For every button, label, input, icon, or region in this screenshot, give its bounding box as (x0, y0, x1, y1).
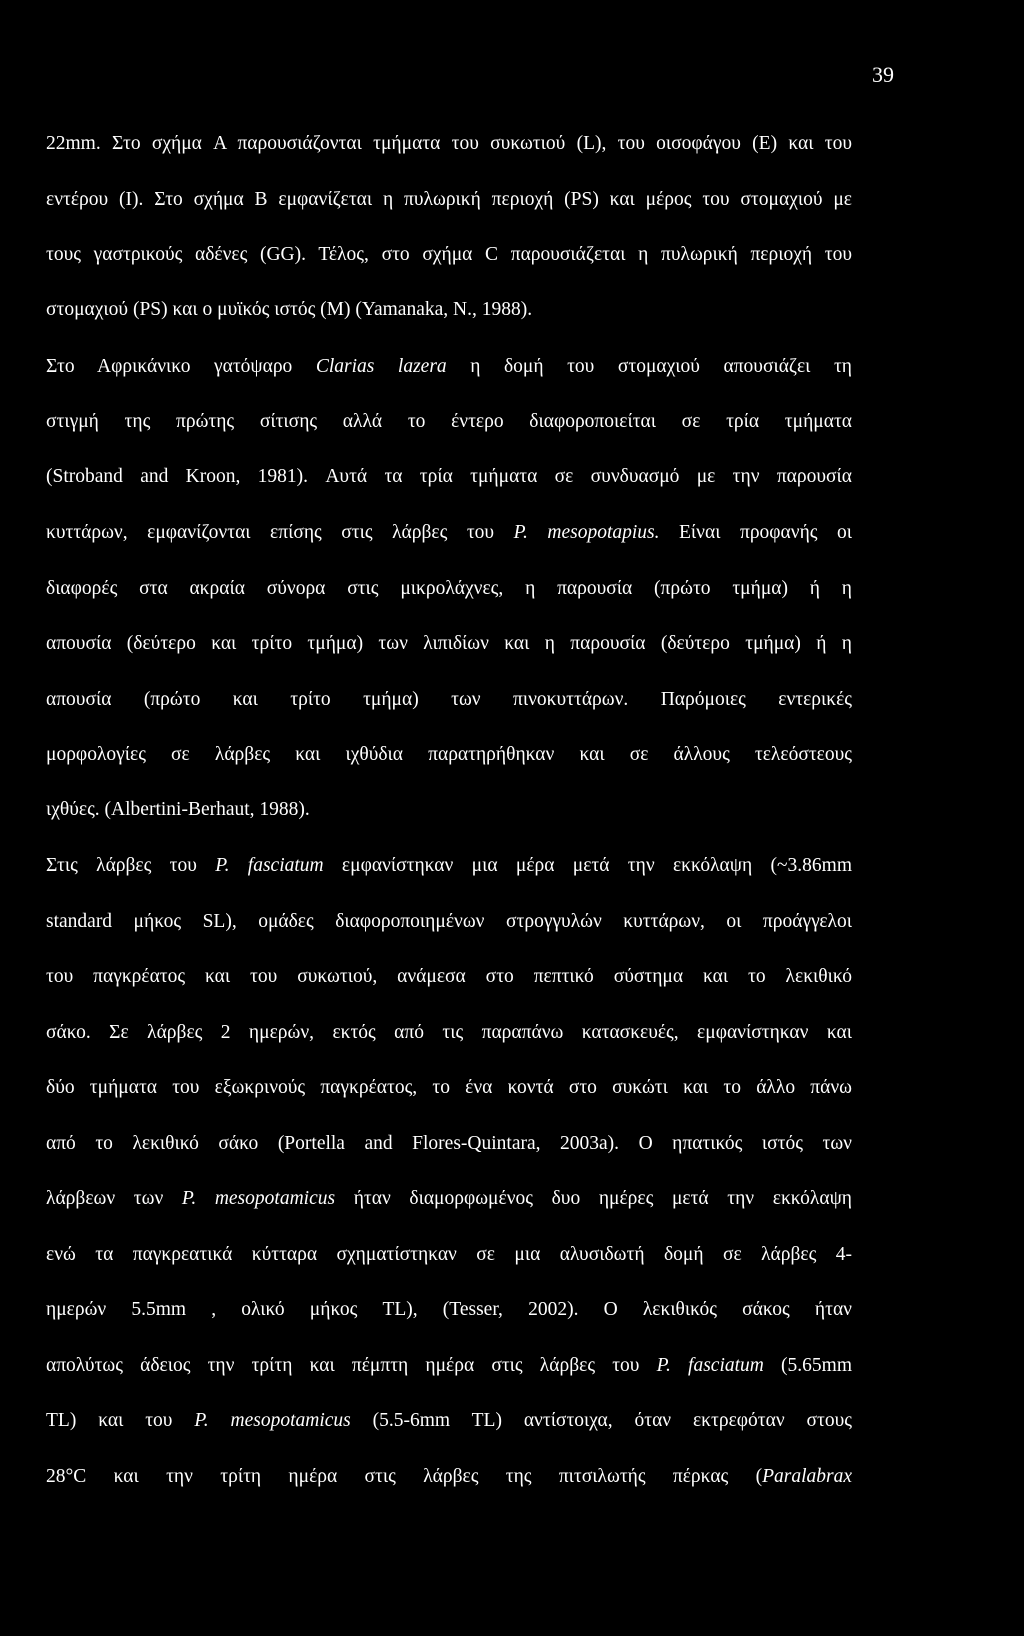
text-line (46, 465, 852, 489)
italic-text: P. fasciatum (215, 855, 324, 876)
text-line (46, 798, 852, 822)
text-line (46, 1354, 852, 1378)
text-segment: TL) και του (46, 1410, 195, 1431)
text-segment: εμφανίστηκαν μια μέρα μετά την εκκόλαψη (~3.86mm (323, 855, 852, 876)
text-line (46, 188, 852, 212)
text-segment: στιγμή της πρώτης σίτισης αλλά το έντερο διαφοροποιείται σε τρία τμήματα (46, 411, 852, 432)
text-line (46, 410, 852, 434)
text-segment: λάρβεων των (46, 1188, 182, 1209)
text-line (46, 688, 852, 712)
text-line (46, 632, 852, 656)
text-line (46, 965, 852, 989)
text-line (46, 577, 852, 601)
text-segment: σάκο. Σε λάρβες 2 ημερών, εκτός από τις παραπάνω κατασκευές, εμφανίστηκαν και (46, 1022, 852, 1043)
text-line (46, 1298, 852, 1322)
text-line (46, 355, 852, 379)
text-segment: (5.65mm (763, 1355, 852, 1376)
text-segment: απουσία (πρώτο και τρίτο τμήμα) των πινοκυττάρων. Παρόμοιες εντερικές (46, 689, 852, 710)
text-segment: ημερών 5.5mm , ολικό μήκος TL), (Tesser, 2002). Ο λεκιθικός σάκος ήταν (46, 1299, 852, 1320)
text-line (46, 1187, 852, 1211)
text-segment: τους γαστρικούς αδένες (GG). Τέλος, στο σχήμα C παρουσιάζεται η πυλωρική περιοχή του (46, 244, 852, 265)
text-segment: Στο Αφρικάνικο γατόψαρο (46, 356, 316, 377)
text-segment: Στις λάρβες του (46, 855, 216, 876)
text-line (46, 132, 852, 156)
text-segment: 22mm. Στο σχήμα A παρουσιάζονται τμήματα του συκωτιού (L), του οισοφάγου (E) και του (46, 133, 852, 154)
text-segment: κυττάρων, εμφανίζονται επίσης στις λάρβες του (46, 522, 514, 543)
text-segment: 28°C και την τρίτη ημέρα στις λάρβες της πιτσιλωτής πέρκας ( (46, 1466, 763, 1487)
page-number: 39 (872, 62, 894, 87)
text-line (46, 298, 852, 322)
text-segment: δύο τμήματα του εξωκρινούς παγκρέατος, το ένα κοντά στο συκώτι και το άλλο πάνω (46, 1077, 852, 1098)
text-segment: από το λεκιθικό σάκο (Portella and Flores-Quintara, 2003a). Ο ηπατικός ιστός των (46, 1133, 852, 1154)
text-segment: ενώ τα παγκρεατικά κύτταρα σχηματίστηκαν σε μια αλυσιδωτή δομή σε λάρβες 4- (46, 1244, 852, 1265)
text-segment: εντέρου (I). Στο σχήμα B εμφανίζεται η πυλωρική περιοχή (PS) και μέρος του στομαχιού με (46, 189, 852, 210)
text-segment: Είναι προφανής οι (659, 522, 853, 543)
text-segment: standard μήκος SL), ομάδες διαφοροποιημένων στρογγυλών κυττάρων, οι προάγγελοι (46, 911, 852, 932)
text-segment: ήταν διαμορφωμένος δυο ημέρες μετά την εκκόλαψη (335, 1188, 852, 1209)
text-segment: διαφορές στα ακραία σύνορα στις μικρολάχνες, η παρουσία (πρώτο τμήμα) ή η (46, 578, 852, 599)
text-segment: η δομή του στομαχιού απουσιάζει τη (446, 356, 852, 377)
text-segment: (5.5-6mm TL) αντίστοιχα, όταν εκτρεφόταν στους (350, 1410, 852, 1431)
italic-text: P. mesopotamicus (194, 1410, 351, 1431)
text-segment: απουσία (δεύτερο και τρίτο τμήμα) των λιπιδίων και η παρουσία (δεύτερο τμήμα) ή η (46, 633, 852, 654)
text-line (46, 743, 852, 767)
italic-text: Clarias lazera (315, 356, 447, 377)
text-segment: στομαχιού (PS) και ο μυϊκός ιστός (M) (Yamanaka, N., 1988). (46, 299, 533, 320)
text-line (46, 243, 852, 267)
text-segment: απολύτως άδειος την τρίτη και πέμπτη ημέρα στις λάρβες του (46, 1355, 657, 1376)
italic-text: P. fasciatum (656, 1355, 764, 1376)
italic-text: Paralabrax (762, 1466, 852, 1487)
text-segment: ιχθύες. (Albertini-Berhaut, 1988). (46, 799, 310, 820)
text-line (46, 1021, 852, 1045)
text-line (46, 854, 852, 878)
text-line (46, 1409, 852, 1433)
text-line (46, 1076, 852, 1100)
text-line (46, 1132, 852, 1156)
text-segment: μορφολογίες σε λάρβες και ιχθύδια παρατηρήθηκαν και σε άλλους τελεόστεους (46, 744, 852, 765)
text-line (46, 521, 852, 545)
text-line (46, 910, 852, 934)
italic-text: P. mesopotamicus (181, 1188, 336, 1209)
italic-text: P. mesopotapius. (513, 522, 660, 543)
text-segment: (Stroband and Kroon, 1981). Αυτά τα τρία τμήματα σε συνδυασμό με την παρουσία (46, 466, 852, 487)
text-line (46, 1243, 852, 1267)
text-segment: του παγκρέατος και του συκωτιού, ανάμεσα στο πεπτικό σύστημα και το λεκιθικό (46, 966, 852, 987)
text-line (46, 1465, 852, 1489)
